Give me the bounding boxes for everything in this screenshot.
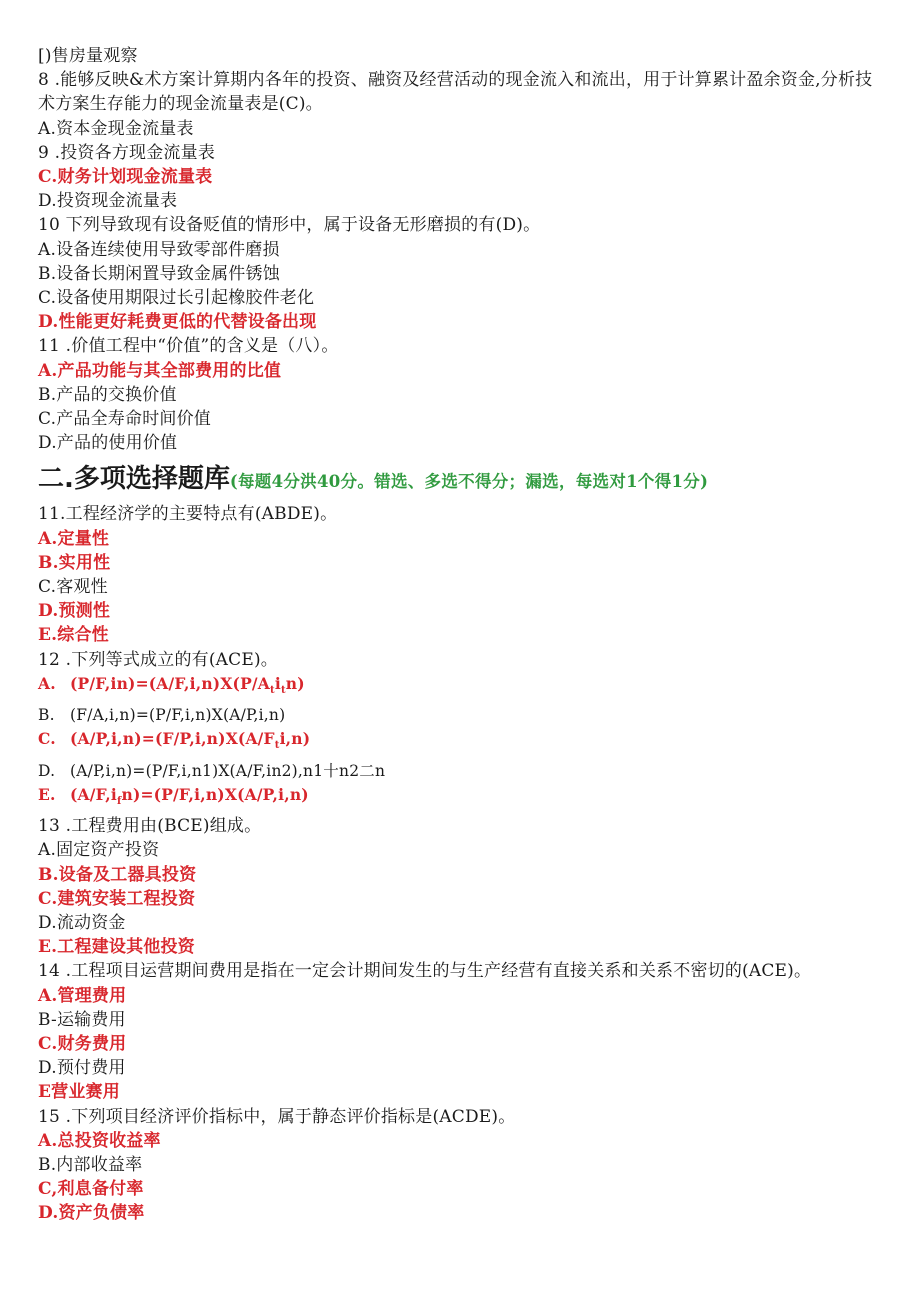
- option-label: C.: [38, 729, 56, 749]
- option-label: D.: [38, 761, 56, 780]
- formula-option-line: [38, 759, 878, 783]
- formula-option-line: [38, 703, 878, 727]
- answer-option-line: C.财务计划现金流量表: [38, 167, 213, 188]
- question-block-bottom: [38, 814, 878, 1225]
- text-line: D.流动资金: [38, 912, 126, 933]
- section-heading: [38, 461, 878, 500]
- answer-option-line: D.资产负债率: [38, 1203, 145, 1224]
- formula-text: i: [274, 673, 281, 693]
- text-line: C.设备使用期限过长引起橡胶件老化: [38, 288, 315, 309]
- formula-subscript: t: [270, 684, 275, 696]
- question-12-stem: 12 .下列等式成立的有(ACE)。: [38, 649, 278, 670]
- formula-text: i,n): [279, 729, 311, 749]
- text-line: A.资本金现金流量表: [38, 118, 194, 139]
- text-line: B-运输费用: [38, 1009, 126, 1030]
- formula-text: (A/P,i,n)=(P/F,i,n1)X(A/F,in2),n1十n2二n: [70, 761, 386, 780]
- formula-text: n)=(P/F,i,n)X(A/P,i,n): [121, 784, 309, 804]
- text-line: 11.工程经济学的主要特点有(ABDE)。: [38, 504, 338, 525]
- text-line: D.预付费用: [38, 1058, 126, 1079]
- question-block-top: [38, 44, 878, 455]
- answer-option-line: D.性能更好耗费更低的代替设备出现: [38, 312, 317, 333]
- formula-option-line: [38, 783, 878, 814]
- text-line: 15 .下列项目经济评价指标中，属于静态评价指标是(ACDE)。: [38, 1106, 516, 1127]
- text-line: 11 .价值工程中“价值”的含义是（八）。: [38, 336, 339, 357]
- answer-option-line: C.财务费用: [38, 1034, 127, 1054]
- formula-text: n): [285, 673, 305, 693]
- text-line: D.投资现金流量表: [38, 191, 178, 212]
- answer-option-line: C.建筑安装工程投资: [38, 888, 196, 909]
- text-line: 9 .投资各方现金流量表: [38, 142, 216, 163]
- text-line: 14 .工程项目运营期间费用是指在一定会计期间发生的与生产经营有直接关系和关系不密切的(ACE)。: [38, 961, 812, 982]
- text-line: B.设备长期闲置导致金属件锈蚀: [38, 263, 280, 284]
- answer-option-line: B.实用性: [38, 552, 111, 573]
- formula-option-line: [38, 672, 878, 703]
- formula-text: (P/F,in)=(A/F,i,n)X(P/A: [70, 673, 271, 693]
- question-12-options: [38, 672, 878, 814]
- text-line: D.产品的使用价值: [38, 433, 178, 454]
- text-line: 10 下列导致现有设备贬值的情形中，属于设备无形磨损的有(D)。: [38, 215, 541, 236]
- answer-option-line: E营业赛用: [38, 1082, 120, 1103]
- answer-option-line: A.总投资收益率: [38, 1130, 161, 1151]
- answer-option-line: A.产品功能与其全部费用的比值: [38, 360, 282, 381]
- formula-subscript: t: [274, 740, 280, 752]
- text-line: A.固定资产投资: [38, 840, 160, 861]
- answer-option-line: A.管理费用: [38, 985, 127, 1006]
- text-line: B.内部收益率: [38, 1155, 143, 1176]
- formula-subscript: t: [280, 684, 286, 696]
- formula-text: (A/F,i: [70, 784, 117, 804]
- text-line: 13 .工程费用由(BCE)组成。: [38, 816, 262, 837]
- answer-option-line: D.预测性: [38, 601, 111, 622]
- formula-option-line: [38, 727, 878, 758]
- formula-subscript: f: [116, 795, 122, 807]
- text-line: B.产品的交换价值: [38, 384, 177, 405]
- formula-text: (A/P,i,n)=(F/P,i,n)X(A/F: [70, 729, 275, 749]
- answer-option-line: E.工程建设其他投资: [38, 937, 195, 958]
- option-label: E.: [38, 784, 56, 804]
- answer-option-line: E.综合性: [38, 625, 109, 646]
- answer-option-line: C,利息备付率: [38, 1179, 144, 1200]
- text-line: A.设备连续使用导致零部件磨损: [38, 239, 280, 260]
- text-line: C.产品全寿命时间价值: [38, 409, 212, 430]
- section-title: 二.多项选择题库: [38, 464, 230, 495]
- answer-option-line: B.设备及工器具投资: [38, 864, 197, 885]
- formula-text: (F/A,i,n)=(P/F,i,n)X(A/P,i,n): [70, 706, 286, 725]
- answer-option-line: A.定量性: [38, 528, 110, 549]
- document-page: [38, 44, 878, 1226]
- section-note: (每题4分洪40分。错选、多选不得分；漏选，每选对1个得1分): [229, 472, 709, 492]
- text-line: C.客观性: [38, 577, 108, 598]
- option-label: B.: [38, 706, 55, 725]
- option-label: A.: [38, 673, 56, 693]
- question-block-11: [38, 502, 878, 647]
- text-line: 8 .能够反映&术方案计算期内各年的投资、融资及经营活动的现金流入和流出，用于计算累计盈余资金,分析技术方案生存能力的现金流量表是(C)。: [38, 70, 873, 115]
- text-line: [)售房量观察: [38, 46, 138, 66]
